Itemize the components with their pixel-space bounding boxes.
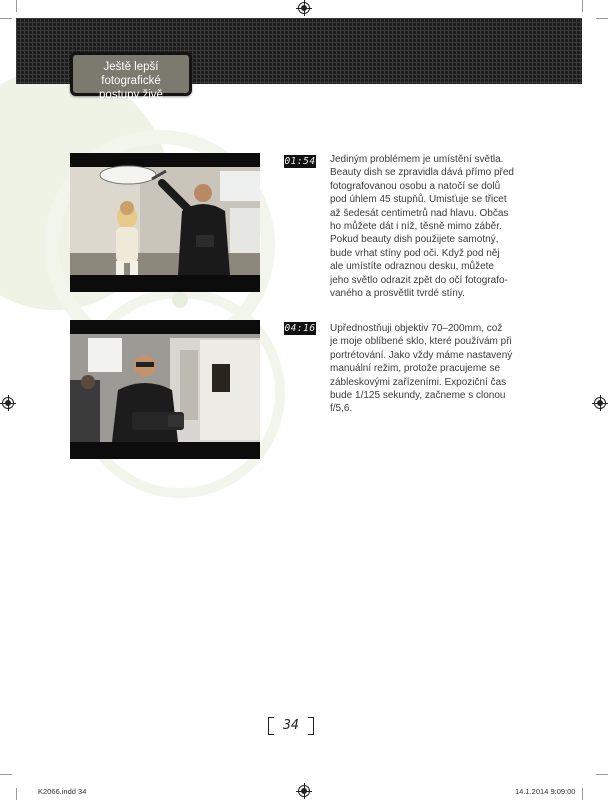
print-slug-file: K2066.indd 34 xyxy=(38,787,87,796)
crop-mark xyxy=(0,774,12,775)
registration-mark-icon xyxy=(594,397,606,409)
crop-mark xyxy=(582,788,583,800)
video-still-1 xyxy=(70,153,260,292)
section-2-text xyxy=(330,322,516,416)
crop-mark xyxy=(582,0,583,12)
crop-mark xyxy=(596,18,608,19)
text-line: až šedesát centimetrů nad hlavu. Občas xyxy=(330,207,509,219)
video-still-2 xyxy=(70,320,260,459)
registration-mark-icon xyxy=(298,785,310,797)
timecode-badge: 04:16 xyxy=(284,323,316,334)
text-line: bude vrhat stíny pod oči. Když pod něj xyxy=(330,247,500,259)
text-line: vaného a prosvětlit tvrdé stíny. xyxy=(330,288,465,300)
chapter-title-tab xyxy=(70,52,192,101)
text-line: Upřednostňuji objektiv 70–200mm, což xyxy=(330,323,503,334)
text-line: ho můžete dát i níž, těsně mimo záběr. xyxy=(330,221,502,233)
text-line: bude 1/125 sekundy, začneme s clonou xyxy=(330,390,506,402)
text-line: portrétování. Jako vždy máme nastavený xyxy=(330,349,513,361)
text-line: ale umístíte odraznou desku, můžete xyxy=(330,261,494,273)
video-still-photographer-image xyxy=(70,320,260,459)
text-line: jeho světlo odrazit zpět do očí fotografo- xyxy=(330,274,508,286)
crop-mark xyxy=(596,774,608,775)
text-line: zábleskovými zařízeními. Expoziční čas xyxy=(330,376,507,388)
chapter-title-line1: Ještě lepší fotografické xyxy=(101,61,161,87)
timecode-badge: 01:54 xyxy=(284,156,316,167)
crop-mark xyxy=(16,788,17,800)
text-line: f/5,6. xyxy=(330,403,353,415)
registration-mark-icon xyxy=(2,397,14,409)
chapter-title-line2: postupy živě xyxy=(99,89,163,101)
registration-mark-icon xyxy=(298,2,310,14)
text-line: Jediným problémem je umístění světla. xyxy=(330,154,504,165)
text-line: Pokud beauty dish použijete samotný, xyxy=(330,234,499,246)
page-number: 34 xyxy=(268,715,314,737)
crop-mark xyxy=(16,0,17,12)
text-line: manuální režim, protože pracujeme se xyxy=(330,363,501,375)
video-still-beauty-dish-image xyxy=(70,153,260,292)
text-line: je moje oblíbené sklo, které používám při xyxy=(330,336,512,348)
section-1-text xyxy=(330,153,516,300)
crop-mark xyxy=(0,18,12,19)
decorative-dot xyxy=(172,292,188,308)
print-slug-date: 14.1.2014 9:09:00 xyxy=(515,787,576,796)
text-line: fotografovanou osobu a natočí se dolů xyxy=(330,180,501,192)
text-line: pod úhlem 45 stupňů. Umisťuje se třicet xyxy=(330,194,507,206)
text-line: Beauty dish se zpravidla dává přímo před xyxy=(330,167,514,179)
